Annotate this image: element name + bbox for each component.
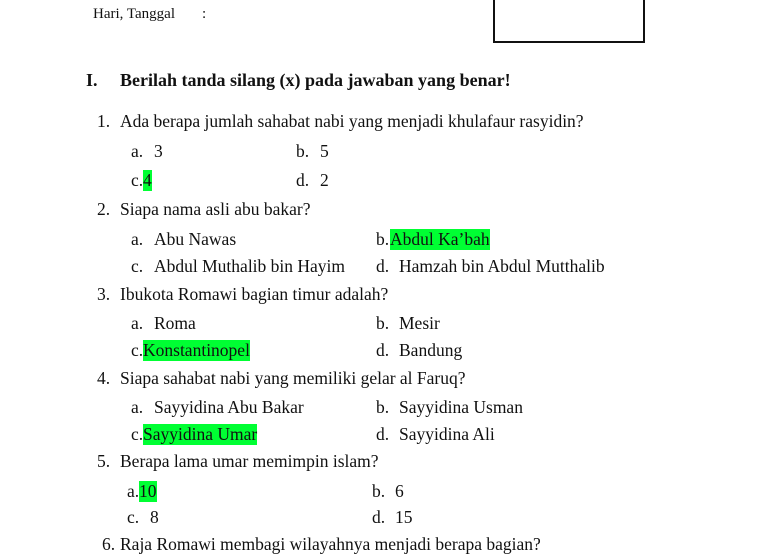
option-letter: d. (372, 507, 386, 527)
option-text: 15 (395, 507, 413, 527)
option-letter: b. (376, 313, 390, 333)
option-letter: b. (296, 141, 310, 161)
option-letter: a. (131, 141, 144, 161)
question-text: Siapa sahabat nabi yang memiliki gelar al Faruq? (120, 368, 466, 388)
option-text: Roma (154, 313, 196, 333)
option-letter: a. (131, 397, 144, 417)
option-text: 3 (154, 141, 163, 161)
option-text-correct: Abdul Ka’bah (390, 229, 490, 249)
question-number: 6. (102, 534, 116, 554)
option-text: 2 (320, 170, 329, 190)
option-text-correct: Konstantinopel (143, 340, 250, 360)
option-text: Sayyidina Usman (399, 397, 523, 417)
option-text: Sayyidina Abu Bakar (154, 397, 304, 417)
score-box (493, 0, 645, 43)
question-text: Raja Romawi membagi wilayahnya menjadi berapa bagian? (120, 534, 541, 554)
option-text: Sayyidina Ali (399, 424, 495, 444)
question-number: 1. (97, 111, 111, 131)
question-text: Siapa nama asli abu bakar? (120, 199, 311, 219)
option-text: Abu Nawas (154, 229, 237, 249)
question-number: 4. (97, 368, 111, 388)
question-text: Ada berapa jumlah sahabat nabi yang menjadi khulafaur rasyidin? (120, 111, 584, 131)
option-letter: d. (376, 256, 390, 276)
section-instruction: Berilah tanda silang (x) pada jawaban yang benar! (120, 70, 511, 90)
option-text: 8 (150, 507, 159, 527)
option-text-correct: 4 (143, 170, 152, 190)
option-text: Bandung (399, 340, 463, 360)
question-text: Berapa lama umar memimpin islam? (120, 451, 379, 471)
question-number: 2. (97, 199, 111, 219)
option-text: Abdul Muthalib bin Hayim (154, 256, 346, 276)
option-text: 6 (395, 481, 404, 501)
option-letter: a. (131, 313, 144, 333)
option-letter: d. (376, 340, 390, 360)
option-letter: c. (131, 424, 144, 444)
date-colon: : (202, 6, 207, 22)
question-number: 3. (97, 284, 111, 304)
question-number: 5. (97, 451, 111, 471)
option-letter: c. (131, 256, 144, 276)
option-letter: a. (131, 229, 144, 249)
option-letter: b. (376, 229, 390, 249)
option-letter: c. (127, 507, 140, 527)
option-letter: c. (131, 170, 144, 190)
question-text: Ibukota Romawi bagian timur adalah? (120, 284, 389, 304)
option-letter: b. (372, 481, 386, 501)
option-letter: b. (376, 397, 390, 417)
option-letter: a. (127, 481, 140, 501)
option-letter: c. (131, 340, 144, 360)
option-letter: d. (376, 424, 390, 444)
option-text-correct: Sayyidina Umar (143, 424, 258, 444)
option-text-correct: 10 (139, 481, 157, 501)
option-letter: d. (296, 170, 310, 190)
date-label: Hari, Tanggal (93, 6, 175, 22)
option-text: 5 (320, 141, 329, 161)
section-number: I. (86, 70, 98, 90)
option-text: Mesir (399, 313, 440, 333)
option-text: Hamzah bin Abdul Mutthalib (399, 256, 605, 276)
